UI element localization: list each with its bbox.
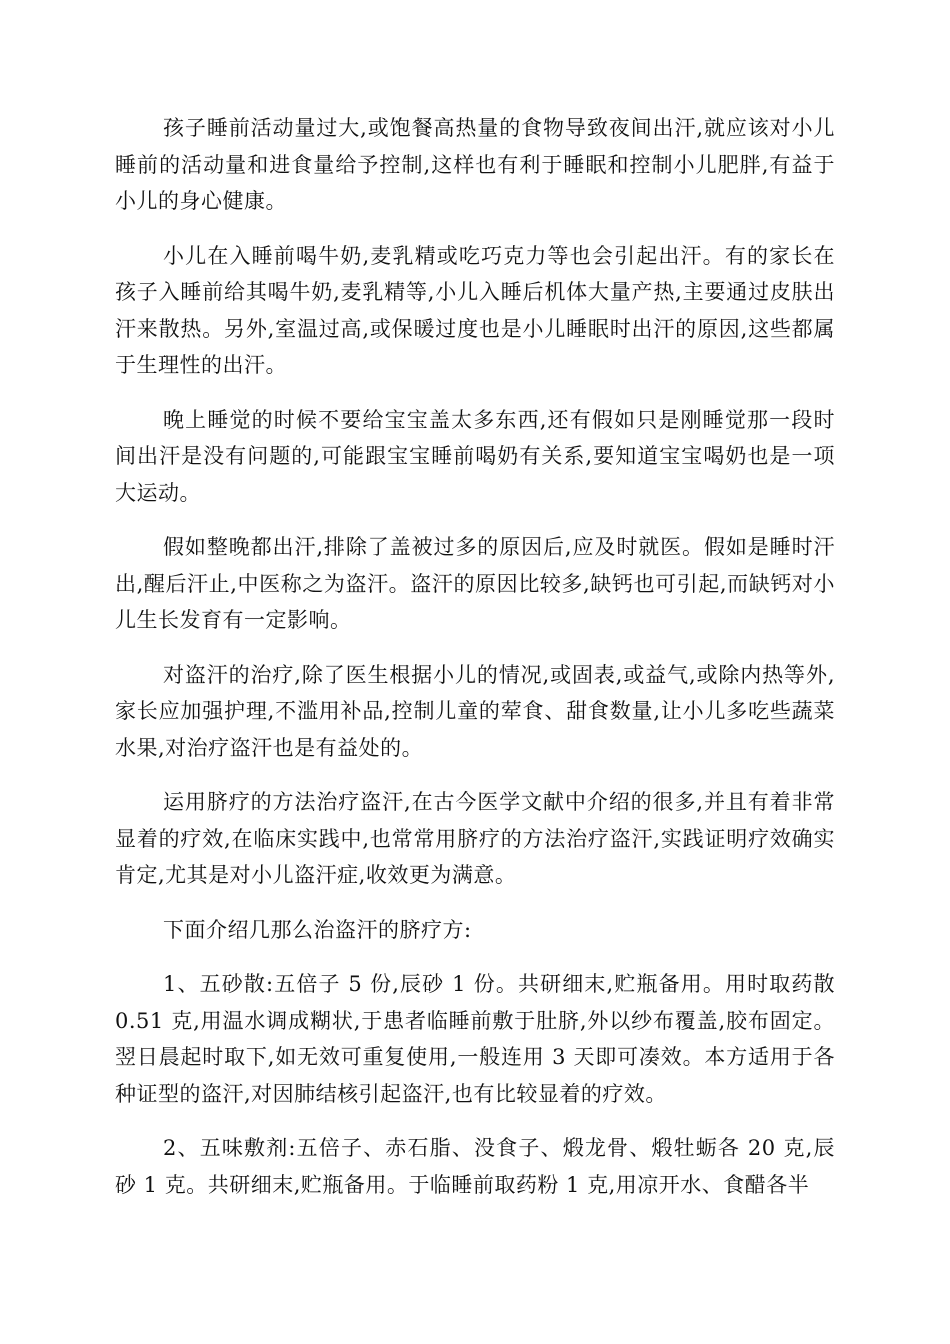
paragraph-recipe-1: 1、五砂散:五倍子 5 份,辰砂 1 份。共研细末,贮瓶备用。用时取药散 0.51 克,用温水调成糊状,于患者临睡前敷于肚脐,外以纱布覆盖,胶布固定。翌日晨起时取下,如无效可重复使用,一般连用 3 天即可凑效。本方适用于各种证型的盗汗,对因肺结核引起盗汗,也有比较显着的疗效。 (115, 972, 835, 1106)
paragraph-treatment: 对盗汗的治疗,除了医生根据小儿的情况,或固表,或益气,或除内热等外,家长应加强护理,不滥用补品,控制儿童的荤食、甜食数量,让小儿多吃些蔬菜水果,对治疗盗汗也是有益处的。 (115, 662, 835, 760)
paragraph-recipe-2: 2、五味敷剂:五倍子、赤石脂、没食子、煅龙骨、煅牡蛎各 20 克,辰砂 1 克。共研细末,贮瓶备用。于临睡前取药粉 1 克,用凉开水、食醋各半 (115, 1136, 835, 1197)
paragraph-milk-before-sleep: 小儿在入睡前喝牛奶,麦乳精或吃巧克力等也会引起出汗。有的家长在孩子入睡前给其喝牛奶,麦乳精等,小儿入睡后机体大量产热,主要通过皮肤出汗来散热。另外,室温过高,或保暖过度也是小儿睡眠时出汗的原因,这些都属于生理性的出汗。 (115, 243, 835, 377)
paragraph-navel-therapy: 运用脐疗的方法治疗盗汗,在古今医学文献中介绍的很多,并且有着非常显着的疗效,在临床实践中,也常常用脐疗的方法治疗盗汗,实践证明疗效确实肯定,尤其是对小儿盗汗症,收效更为满意。 (115, 790, 835, 887)
paragraph-see-doctor: 假如整晚都出汗,排除了盖被过多的原因后,应及时就医。假如是睡时汗出,醒后汗止,中医称之为盗汗。盗汗的原因比较多,缺钙也可引起,而缺钙对小儿生长发育有一定影响。 (115, 535, 835, 632)
document-body (115, 110, 835, 1221)
paragraph-intro-recipes: 下面介绍几那么治盗汗的脐疗方: (163, 917, 472, 942)
paragraph-bedding: 晚上睡觉的时候不要给宝宝盖太多东西,还有假如只是刚睡觉那一段时间出汗是没有问题的,可能跟宝宝睡前喝奶有关系,要知道宝宝喝奶也是一项大运动。 (115, 407, 835, 505)
paragraph-night-sweat-activity: 孩子睡前活动量过大,或饱餐高热量的食物导致夜间出汗,就应该对小儿睡前的活动量和进食量给予控制,这样也有利于睡眠和控制小儿肥胖,有益于小儿的身心健康。 (115, 116, 835, 213)
